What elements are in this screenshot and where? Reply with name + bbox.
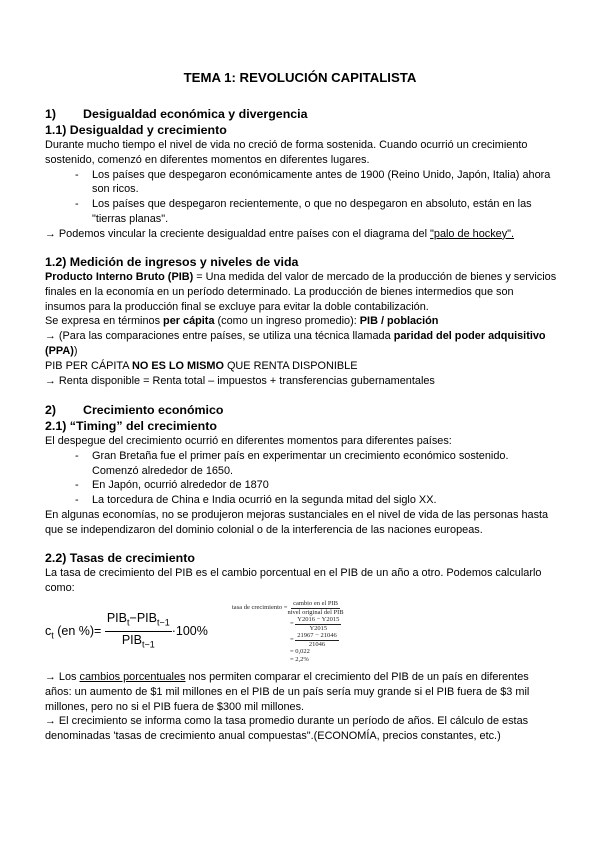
percent-changes-link: cambios porcentuales [79,671,186,683]
hockey-stick-link: "palo de hockey". [430,227,515,240]
paragraph: En algunas economías, no se produjeron mejoras sustanciales en el nivel de vida de las personas hasta que se independizaron del dominio colonial o de la interferencia de las naciones europeas. [45,508,549,536]
list-item: - Gran Bretaña fue el primer país en experimentar un crecimiento económico sostenido. Comenzó alrededor de 1650. [75,449,509,477]
section-2-heading [45,402,557,418]
list-item: - En Japón, ocurrió alrededor de 1870 [75,479,269,492]
list-item: - Los países que despegaron económicamente antes de 1900 (Reino Unido, Japón, Italia) ahora son ricos. [75,168,551,196]
paragraph: Se expresa en términos per cápita (como un ingreso promedio): PIB / población [45,315,439,328]
subsection-1-2 [45,254,557,388]
list-item: - Los países que despegaron recientemente, o que no despegaron en absoluto, están en las "tierras planas". [75,198,532,225]
paragraph: → Renta disponible = Renta total – impuestos + transferencias gubernamentales [45,374,435,387]
subsection-1-1-title: 1.1) Desigualdad y crecimiento [45,123,227,137]
section-1-title: Desigualdad económica y divergencia [83,107,308,121]
subsection-2-2-title: 2.2) Tasas de crecimiento [45,551,195,565]
paragraph: → El crecimiento se informa como la tasa promedio durante un período de años. El cálculo de estas denominadas 'tasas de crecimiento anual compuestas".(ECONOMÍA, precios constantes, etc.) [45,715,529,743]
section-2-title: Crecimiento económico [83,403,224,417]
subsection-2-1-title: 2.1) “Timing” del crecimiento [45,419,217,433]
subsection-1-2-title: 1.2) Medición de ingresos y niveles de vida [45,255,299,269]
list-item: - La torcedura de China e India ocurrió en la segunda mitad del siglo XX. [75,494,437,507]
section-1-number: 1) [45,107,57,121]
growth-calculation-example: tasa de crecimiento = cambio en el PIB nivel original del PIB = $\frac{Y2016 - Y2015}{Y2015}$ = $\frac{21967 - 21046}{21046}$ = 0,022 = 2,2% [232,600,344,663]
subsection-2-2 [45,550,557,596]
closing-paragraphs [45,670,557,744]
paragraph: El despegue del crecimiento ocurrió en diferentes momentos para diferentes países: [45,435,452,447]
section-1-heading [45,106,557,122]
paragraph: La tasa de crecimiento del PIB es el cambio porcentual en el PIB de un año a otro. Podemos calcularlo como: [45,567,542,594]
paragraph: → (Para las comparaciones entre países, se utiliza una técnica llamada paridad del poder adquisitivo (PPA)) [45,330,546,357]
section-2-number: 2) [45,403,57,417]
paragraph: Producto Interno Bruto (PIB) = Una medida del valor de mercado de la producción de bienes y servicios finales en la economía en un período determinado. La producción de bienes intermedios que son insumos para la producción final se excluye para evitar la doble contabilización. [45,271,557,313]
section-1 [45,106,557,242]
paragraph: Durante mucho tiempo el nivel de vida no creció de forma sostenida. Cuando ocurrió un crecimiento sostenido, comenzó en diferentes momentos en diferentes lugares. [45,139,528,166]
growth-rate-formula: $c_t$ (en %)= $\frac{PIB_t-PIB_{t-1}}{PIB_{t-1}}$ ·100% [45,611,208,653]
section-2 [45,402,557,538]
paragraph: PIB PER CÁPITA NO ES LO MISMO QUE RENTA DISPONIBLE [45,359,358,372]
formula-fraction: $\frac{PIB_t-PIB_{t-1}}{PIB_{t-1}}$ [106,611,170,650]
paragraph: → Los cambios porcentuales nos permiten comparar el crecimiento del PIB de un país en diferentes años: un aumento de $1 mil millones en el PIB de un país sería muy grande si el PIB fuera de $3 mil millones, pero no si el PIB fuera de $300 mil millones. [45,671,530,713]
paragraph: → Podemos vincular la creciente desigualdad entre países con el diagrama del "palo de hockey". [45,227,515,240]
doc-title: TEMA 1: REVOLUCIÓN CAPITALISTA [183,70,417,85]
